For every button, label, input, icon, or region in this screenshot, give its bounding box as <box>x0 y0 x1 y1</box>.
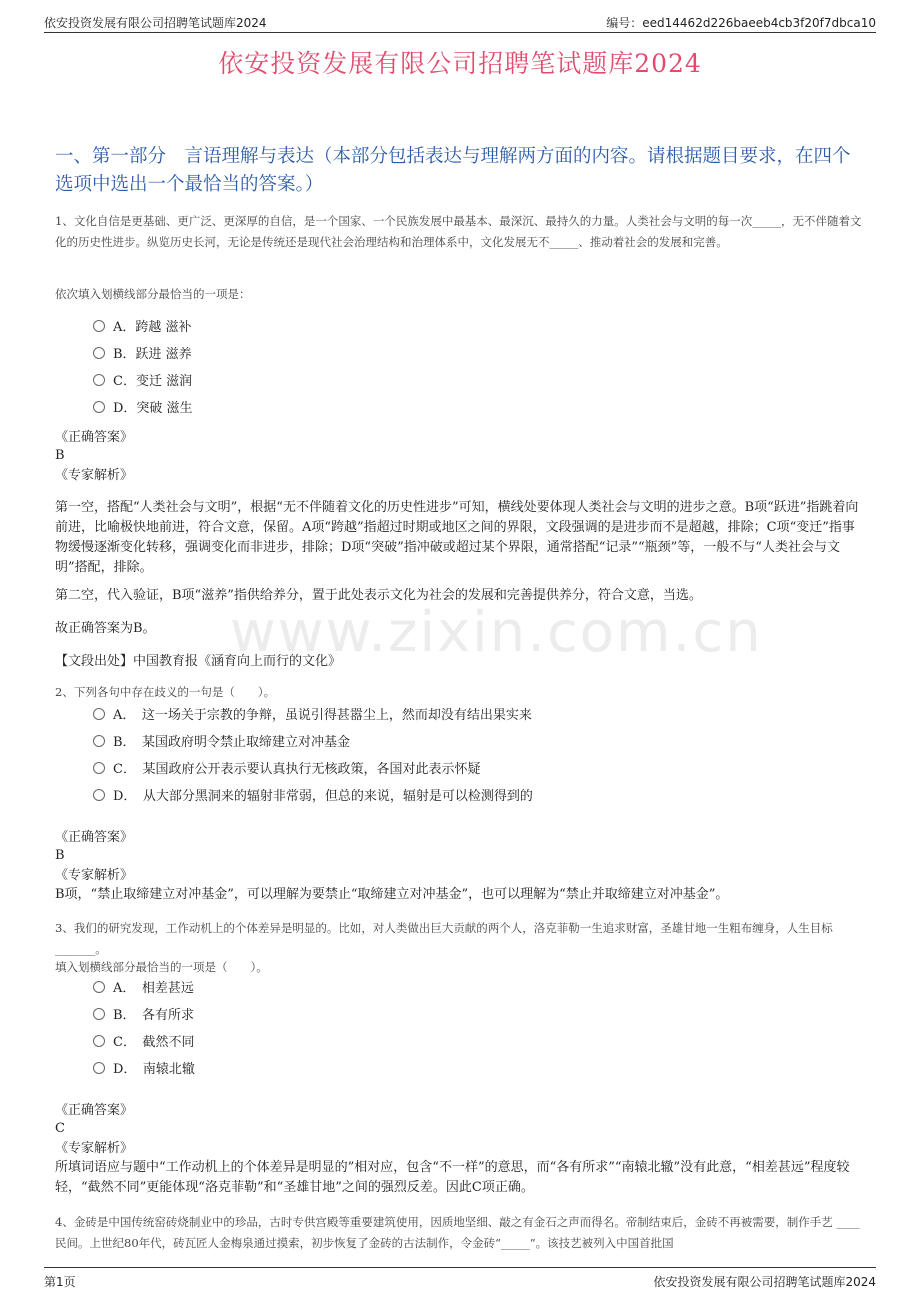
page-number: 第1页 <box>44 1275 76 1289</box>
q3-analysis: 所填词语应与题中“工作动机上的个体差异是明显的”相对应，包含“不一样”的意思，而“各有所求”“南辕北辙”没有此意，“相差甚远”程度较轻，“截然不同”更能体现“洛克菲勒”和“圣雄甘地”之间的强烈反差。因此C项正确。 <box>55 1160 850 1195</box>
radio-icon[interactable] <box>93 347 105 359</box>
q1-stem: 1、文化自信是更基础、更广泛、更深厚的自信，是一个国家、一个民族发展中最基本、最深沉、最持久的力量。人类社会与文明的每一次_____，无不伴随着文化的历史性进步。纵览历史长河，无论是传统还是现代社会治理结构和治理体系中，文化发展无不_____、推动着社会的发展和完善。 <box>55 214 862 249</box>
q3-answer: C <box>55 1121 65 1136</box>
page-footer <box>44 1267 876 1292</box>
watermark: www.zixin.com.cn <box>230 600 763 665</box>
q2-option-b[interactable]: B． 某国政府明令禁止取缔建立对冲基金 <box>93 733 350 753</box>
radio-icon[interactable] <box>93 789 105 801</box>
radio-icon[interactable] <box>93 981 105 993</box>
q1-option-d[interactable]: D．突破 滋生 <box>93 399 193 419</box>
q1-answer-label: 《正确答案》 <box>55 430 134 445</box>
q1-analysis-p1: 第一空，搭配“人类社会与文明”，根据“无不伴随着文化的历史性进步”可知，横线处要体现人类社会与文明的进步之意。B项“跃进”指跳着向前进，比喻极快地前进，符合文意，保留。A项“跨越”指超过时期或地区之间的界限，文段强调的是进步而不是超越，排除；C项“变迁”指事物缓慢逐渐变化转移，强调变化而非进步，排除；D项“突破”指冲破或超过某个界限，通常搭配“记录”“瓶颈”等，一般不与“人类社会与文明”搭配，排除。 <box>55 500 859 575</box>
page-header <box>44 10 876 33</box>
radio-icon[interactable] <box>93 735 105 747</box>
q2-answer-label: 《正确答案》 <box>55 830 134 845</box>
radio-icon[interactable] <box>93 401 105 413</box>
radio-icon[interactable] <box>93 762 105 774</box>
header-title: 依安投资发展有限公司招聘笔试题库2024 <box>44 16 267 30</box>
page-title: 依安投资发展有限公司招聘笔试题库2024 <box>218 49 702 78</box>
q2-option-c[interactable]: C． 某国政府公开表示要认真执行无核政策，各国对此表示怀疑 <box>93 760 480 780</box>
q1-option-b[interactable]: B．跃进 滋养 <box>93 345 192 365</box>
radio-icon[interactable] <box>93 374 105 386</box>
q3-option-d[interactable]: D． 南辕北辙 <box>93 1060 195 1080</box>
q3-option-a[interactable]: A． 相差甚远 <box>93 979 194 999</box>
q1-analysis-p3: 故正确答案为B。 <box>55 621 156 636</box>
radio-icon[interactable] <box>93 708 105 720</box>
q1-answer: B <box>55 448 65 463</box>
q3-option-b[interactable]: B． 各有所求 <box>93 1006 194 1026</box>
q1-analysis-label: 《专家解析》 <box>55 468 134 483</box>
q1-source: 【文段出处】中国教育报《涵育向上而行的文化》 <box>55 654 342 669</box>
header-doc-id: 编号：eed14462d226baeeb4cb3f20f7dbca10 <box>606 16 876 30</box>
q3-prompt: 填入划横线部分最恰当的一项是（ ）。 <box>55 960 268 974</box>
q3-analysis-label: 《专家解析》 <box>55 1141 134 1156</box>
section-heading: 一、第一部分 言语理解与表达（本部分包括表达与理解两方面的内容。请根据题目要求，在四个选项中选出一个最恰当的答案。） <box>55 146 851 195</box>
radio-icon[interactable] <box>93 1035 105 1047</box>
radio-icon[interactable] <box>93 1008 105 1020</box>
q2-stem: 2、下列各句中存在歧义的一句是（ ）。 <box>55 685 276 699</box>
q1-prompt: 依次填入划横线部分最恰当的一项是： <box>55 287 251 301</box>
q3-answer-label: 《正确答案》 <box>55 1103 134 1118</box>
q1-option-a[interactable]: A．跨越 滋补 <box>93 318 192 338</box>
q3-stem: 3、我们的研究发现，工作动机上的个体差异是明显的。比如，对人类做出巨大贡献的两个人，洛克菲勒一生追求财富，圣雄甘地一生粗布缠身，人生目标_______。 <box>55 921 833 956</box>
q1-analysis-p2: 第二空，代入验证，B项“滋养”指供给养分，置于此处表示文化为社会的发展和完善提供养分，符合文意，当选。 <box>55 588 702 603</box>
q1-option-c[interactable]: C．变迁 滋润 <box>93 372 192 392</box>
radio-icon[interactable] <box>93 1062 105 1074</box>
q2-answer: B <box>55 848 65 863</box>
footer-title: 依安投资发展有限公司招聘笔试题库2024 <box>653 1275 876 1289</box>
q2-analysis: B项，“禁止取缔建立对冲基金”，可以理解为要禁止“取缔建立对冲基金”，也可以理解为“禁止并取缔建立对冲基金”。 <box>55 887 729 902</box>
radio-icon[interactable] <box>93 320 105 332</box>
q3-option-c[interactable]: C． 截然不同 <box>93 1033 194 1053</box>
q2-option-d[interactable]: D． 从大部分黑洞来的辐射非常弱，但总的来说，辐射是可以检测得到的 <box>93 787 533 807</box>
q4-stem: 4、金砖是中国传统窑砖烧制业中的珍品，古时专供宫殿等重要建筑使用，因质地坚细、敲之有金石之声而得名。帝制结束后，金砖不再被需要，制作手艺 ____民间。上世纪80年代，砖瓦匠人金梅泉通过摸索，初步恢复了金砖的古法制作，令金砖“_____”。该技艺被列入中国首批国 <box>55 1215 860 1250</box>
q2-option-a[interactable]: A． 这一场关于宗教的争辩，虽说引得甚嚣尘上，然而却没有结出果实来 <box>93 706 532 726</box>
q2-analysis-label: 《专家解析》 <box>55 868 134 883</box>
